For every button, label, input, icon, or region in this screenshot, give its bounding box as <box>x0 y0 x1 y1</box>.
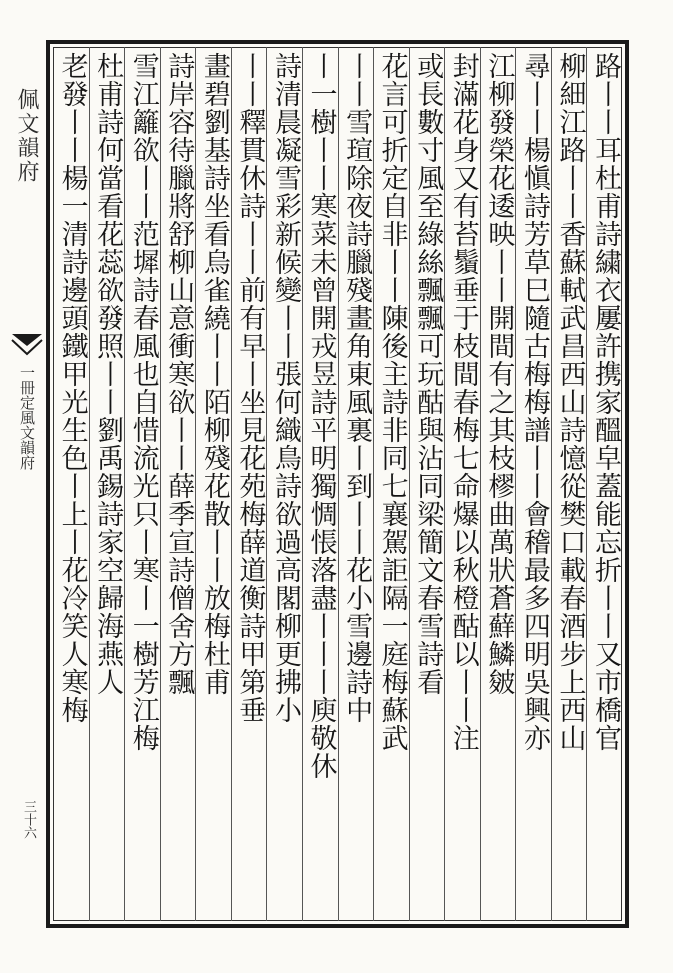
text-column: 丨丨釋貫休詩丨丨前有早丨坐見花苑梅薛道衡詩甲第垂 <box>234 52 266 724</box>
column-divider <box>124 47 125 921</box>
margin-page-number: 三十六 <box>21 800 36 839</box>
text-column: 柳細江路丨丨香蘇軾武昌西山詩憶從樊口載春酒步上西山 <box>554 52 586 752</box>
column-divider <box>231 47 232 921</box>
text-column: 杜甫詩何當看花蕊欲發照丨丨劉禹錫詩家空歸海燕人 <box>92 52 124 696</box>
text-column: 江柳發榮花逶映丨丨開間有之其枝樛曲萬狀蒼蘚鱗皴 <box>483 52 515 696</box>
margin-category: 一冊定風文韻府 <box>18 365 36 470</box>
text-column: 詩岸容待臘將舒柳山意衝寒欲丨丨薛季宣詩僧舍方飄 <box>163 52 195 696</box>
text-column: 花言可折定自非丨丨陳後主詩非同七襄駕詎隔一庭梅蘇武 <box>376 52 408 752</box>
text-column: 或長數寸風至綠絲飄飄可玩酤與沾同梁簡文春雪詩看 <box>412 52 444 696</box>
text-column: 畫碧劉基詩坐看烏雀繞丨丨陌柳殘花散丨丨放梅杜甫 <box>198 52 230 696</box>
text-column: 封滿花身又有苔鬚垂于枝間春梅七命爆以秋橙酤以丨丨注 <box>447 52 479 752</box>
column-divider <box>586 47 587 921</box>
column-divider <box>160 47 161 921</box>
text-column: 詩清晨凝雪彩新候變丨丨張何織鳥詩欲過高閣柳更拂小 <box>269 52 301 724</box>
text-column: 老發丨丨楊一清詩邊頭鐵甲光生色丨上丨花冷笑人寒梅 <box>56 52 88 724</box>
column-divider <box>373 47 374 921</box>
margin-book-title: 佩文韻府 <box>14 88 39 184</box>
text-column: 尋丨丨楊愼詩芳草巳隨古梅梅譜丨丨會稽最多四明吳興亦 <box>518 52 550 752</box>
column-divider <box>266 47 267 921</box>
column-divider <box>551 47 552 921</box>
text-column: 雪江籬欲丨丨范墀詩春風也自惜流光只丨寒丨一樹芳江梅 <box>127 52 159 752</box>
column-divider <box>444 47 445 921</box>
text-column: 丨一樹丨丨寒菜未曾開戎昱詩平明獨惆悵落盡丨丨丨庾敬休 <box>305 52 337 780</box>
text-column: 丨丨雪瑄除夜詩臘殘畫角東風裏丨到丨丨花小雪邊詩中 <box>341 52 373 724</box>
column-divider <box>338 47 339 921</box>
text-column: 路丨丨耳杜甫詩繍衣屢許携家醞皁蓋能忘折丨丨又市橋官 <box>590 52 621 752</box>
column-divider <box>409 47 410 921</box>
column-divider <box>302 47 303 921</box>
column-divider <box>480 47 481 921</box>
column-divider <box>89 47 90 921</box>
page-margin <box>4 40 44 928</box>
fishtail-mark-icon <box>10 330 44 358</box>
column-divider <box>515 47 516 921</box>
column-divider <box>195 47 196 921</box>
